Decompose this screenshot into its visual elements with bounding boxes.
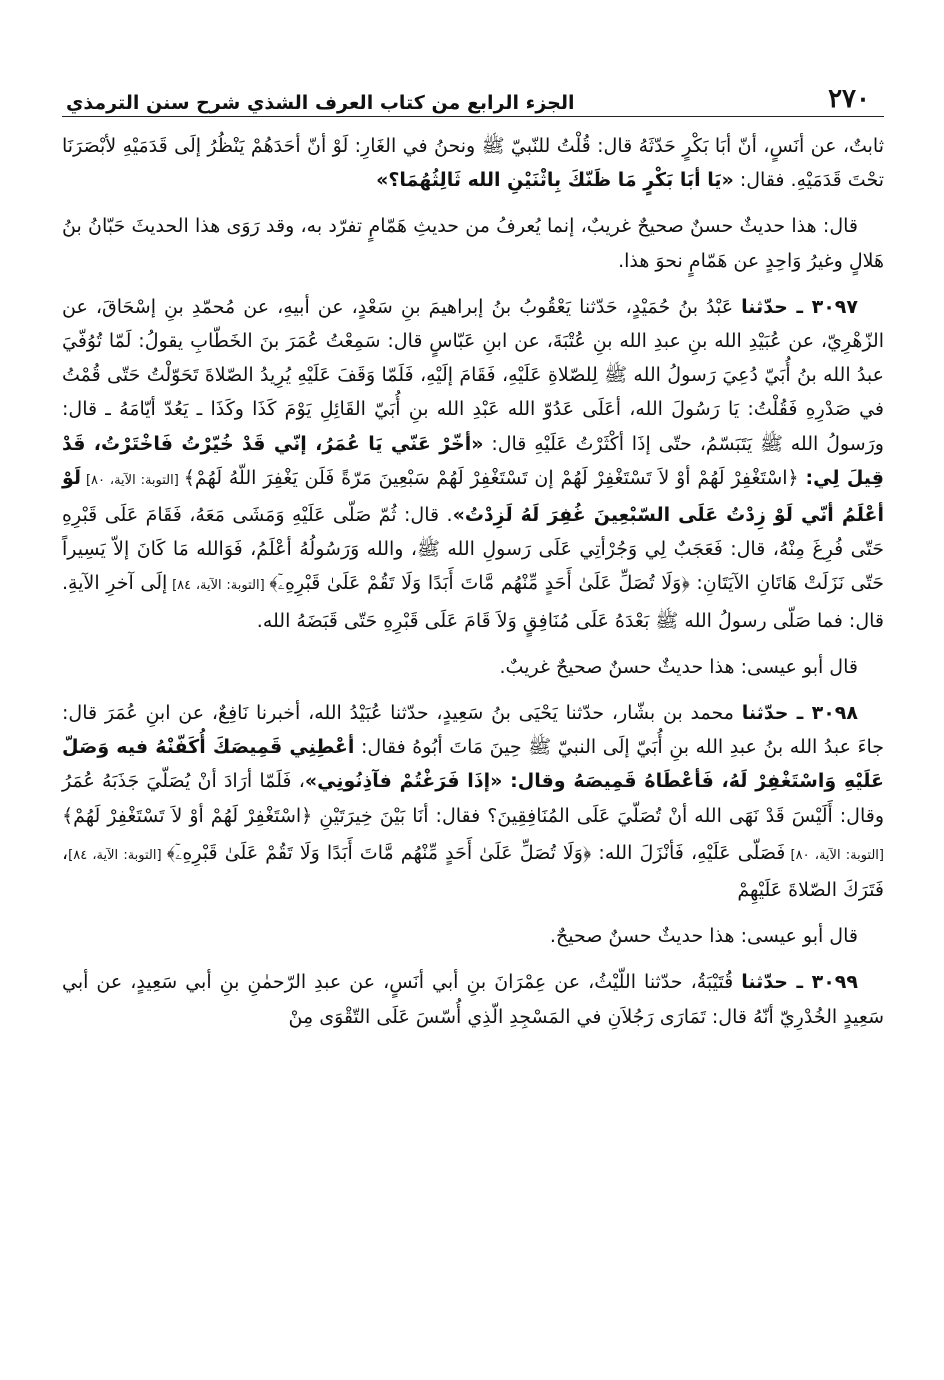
text-run: ، فَلَمّا أرَادَ أنْ يُصَلّيَ جَذَبَهُ عُمَرُ وقال: أَلَيْسَ قَدْ نَهَى الله أنْ تُصَلّيَ عَلَى المُنَافِقِينَ؟ فقال: أنَا بَيْنَ خِيرَتَيْنِ	[62, 770, 885, 827]
bold-text-run: «أخّرْ عَنّي يَا عُمَرُ، إنّي قَدْ خُيّرْتُ فَاخْتَرْتُ، قَدْ قِيلَ لِي:	[62, 432, 885, 489]
bold-text-run: ٣٠٩٩ ـ حدّثنا	[741, 971, 858, 994]
hadith-3099	[62, 965, 884, 1033]
quran-verse: ﴿وَلَا تُصَلِّ عَلَىٰ أَحَدٍ مِّنْهُم مَّاتَ أَبَدًا وَلَا تَقُمْ عَلَىٰ قَبْرِهِۦٓ﴾	[269, 572, 690, 595]
paragraph-1	[62, 129, 884, 197]
verse-reference: [التوبة: الآية، ٨٤]	[167, 578, 270, 594]
text-run: قُتَيْبَةُ، حدّثنا اللّيْثُ، عن عِمْرَانَ بنِ أبي أنَسٍ، عن عبدِ الرّحمٰنِ بنِ أبي سَعِيدٍ، عن أبي سَعِيدٍ الخُدْرِيّ أنّهُ قال: تَمَارَى رَجُلاَنِ في المَسْجِدِ الّذِي أُسّسَ عَلَى التّقْوَى مِنْ	[62, 971, 884, 1028]
text-run: ، فَتَرَكَ الصّلاةَ عَلَيْهِمْ	[62, 841, 884, 902]
bold-text-run: ٣٠٩٧ ـ حدّثنا	[741, 295, 858, 318]
hadith-3097	[62, 290, 884, 638]
text-run: قال أبو عيسى: هذا حديثٌ حسنٌ صحيحٌ غريبٌ.	[499, 655, 858, 678]
paragraph-6	[62, 919, 884, 953]
quran-verse: ﴿اسْتَغْفِرْ لَهُمْ أوْ لاَ تَسْتَغْفِرْ لَهُمْ﴾	[62, 804, 313, 827]
running-title: الجزء الرابع من كتاب العرف الشذي شرح سنن الترمذي	[66, 92, 575, 114]
verse-reference: [التوبة: الآية، ٨٤]	[68, 847, 167, 863]
text-run	[799, 467, 806, 489]
paragraph-2	[62, 209, 884, 277]
verse-reference: [التوبة: الآية، ٨٠]	[785, 847, 884, 863]
body-text	[62, 129, 884, 1034]
bold-text-run: ٣٠٩٨ ـ حدّثنا	[741, 702, 858, 725]
text-run: قال: هذا حديثٌ حسنٌ صحيحٌ غريبٌ، إنما يُعرفُ من حديثِ هَمّامٍ تفرّد به، وقد رَوَى هذا الحديثَ حَبّانُ بنُ هَلالٍ وغيرُ وَاحِدٍ عن هَمّامٍ نحوَ هذا.	[62, 215, 884, 272]
paragraph-4	[62, 650, 884, 684]
quran-verse: ﴿اسْتَغْفِرْ لَهُمْ أوْ لاَ تَسْتَغْفِرْ لَهُمْ إن تَسْتَغْفِرْ لَهُمْ سَبْعِينَ مَرّةً فَلَن يَغْفِرَ اللّهُ لَهُمْ﴾	[183, 466, 799, 489]
book-page	[62, 74, 884, 1374]
running-header	[62, 74, 884, 117]
text-run: محمد بن بشّار، حدّثنا يَحْيَى بنُ سَعِيدٍ، حدّثنا عُبَيْدُ الله، أخبرنا نَافِعٌ، عن ابنِ عُمَرَ قال: جاءَ عبدُ الله بنُ عبدِ الله بنِ أُبَيّ إلَى النبيّ ﷺ حِينَ مَاتَ أبُوهُ فقال:	[62, 702, 884, 759]
text-run: إلَى آخرِ الآيةِ. قال: فما صَلّى رسولُ الله ﷺ بَعْدَهُ عَلَى مُنَافِقٍ وَلاَ قَامَ عَلَى قَبْرِهِ حَتّى قَبَضَهُ الله.	[62, 572, 884, 632]
bold-text-run: لَوْ أعْلَمُ أنّي لَوْ زِدْتُ عَلَى السّبْعِينَ غُفِرَ لَهُ لَزِدْتُ»	[62, 466, 884, 527]
quran-verse: ﴿وَلَا تُصَلِّ عَلَىٰ أَحَدٍ مِّنْهُم مَّاتَ أَبَدًا وَلَا تَقُمْ عَلَىٰ قَبْرِهِۦٓ﴾	[166, 841, 592, 864]
page-number: ٢٧٠	[828, 84, 870, 114]
hadith-3098	[62, 696, 884, 907]
text-run: . قال: ثُمّ صَلّى عَلَيْهِ وَمَشَى مَعَهُ، فَقَامَ عَلَى قَبْرِهِ حَتّى فُرِغَ مِنْهُ، قال: فَعَجَبٌ لِي وَجُرْأتِي عَلَى رَسولِ الله ﷺ، والله وَرَسُولُهُ أعْلَمُ، فَوَالله مَا كَانَ إلاّ يَسِيراً حَتّى نَزَلَتْ هَاتَانِ الآيَتَانِ:	[62, 504, 884, 595]
text-run: ثابتٌ، عن أنَسٍ، أنّ أبَا بَكْرٍ حَدّثَهُ قال: قُلْتُ للنّبيّ ﷺ ونحنُ في الغَارِ: لَوْ أنّ أحَدَهُمْ يَنْظُرُ إلَى قَدَمَيْهِ لأبْصَرَنَا تحْتَ قَدَمَيْهِ. فقال:	[62, 135, 884, 192]
text-run: قال أبو عيسى: هذا حديثٌ حسنٌ صحيحٌ.	[549, 925, 858, 948]
text-run: عَبْدُ بنُ حُمَيْدٍ، حَدّثنا يَعْقُوبُ بنُ إبراهيمَ بنِ سَعْدٍ، عن أبيهِ، عن مُحمّدِ بنِ إسْحَاقَ، عن الزّهْرِيّ، عن عُبَيْدِ الله بنِ عبدِ الله بنِ عُتْبَةَ، عن ابنِ عَبّاسٍ قال: سَمِعْتُ عُمَرَ بنَ الخَطّابِ يقولُ: لَمّا تُوُفّيَ عبدُ الله بنُ أُبَيّ دُعِيَ رَسولُ الله ﷺ لِلصّلاةِ عَلَيْهِ، فَقَامَ إلَيْهِ، فَلَمّا وَقَفَ عَلَيْهِ يُرِيدُ الصّلاةَ تَحَوّلْتُ حَتّى قُمْتُ في صَدْرِهِ فَقُلْتُ: يَا رَسُولَ الله، أعَلَى عَدُوّ الله عَبْدِ الله بنِ أُبَيّ القَائِلِ يَوْمَ كَذَا وكَذَا ـ يَعُدّ أيّامَهُ ـ قال: ورَسولُ الله ﷺ يَتَبَسّمُ، حتّى إذَا أكْثَرْتُ عَلَيْهِ قال:	[62, 295, 884, 455]
bold-text-run: أعْطِنِي قَمِيصَكَ أُكَفّنْهُ فيه وَصَلّ عَلَيْهِ وَاسْتَغْفِرْ لَهُ، فَأعْطَاهُ قَمِيصَهُ وقال: «إذَا فَرَغْتُمْ فآذِنُونِي»	[62, 736, 884, 793]
verse-reference: [التوبة: الآية، ٨٠]	[81, 472, 184, 488]
bold-text-run: «يَا أبَا بَكْرٍ مَا ظَنّكَ بِاثْنَيْنِ الله ثَالِثُهُمَا؟»	[376, 169, 734, 192]
text-run: فَصَلّى عَلَيْهِ، فَأنْزَلَ الله:	[591, 841, 786, 864]
